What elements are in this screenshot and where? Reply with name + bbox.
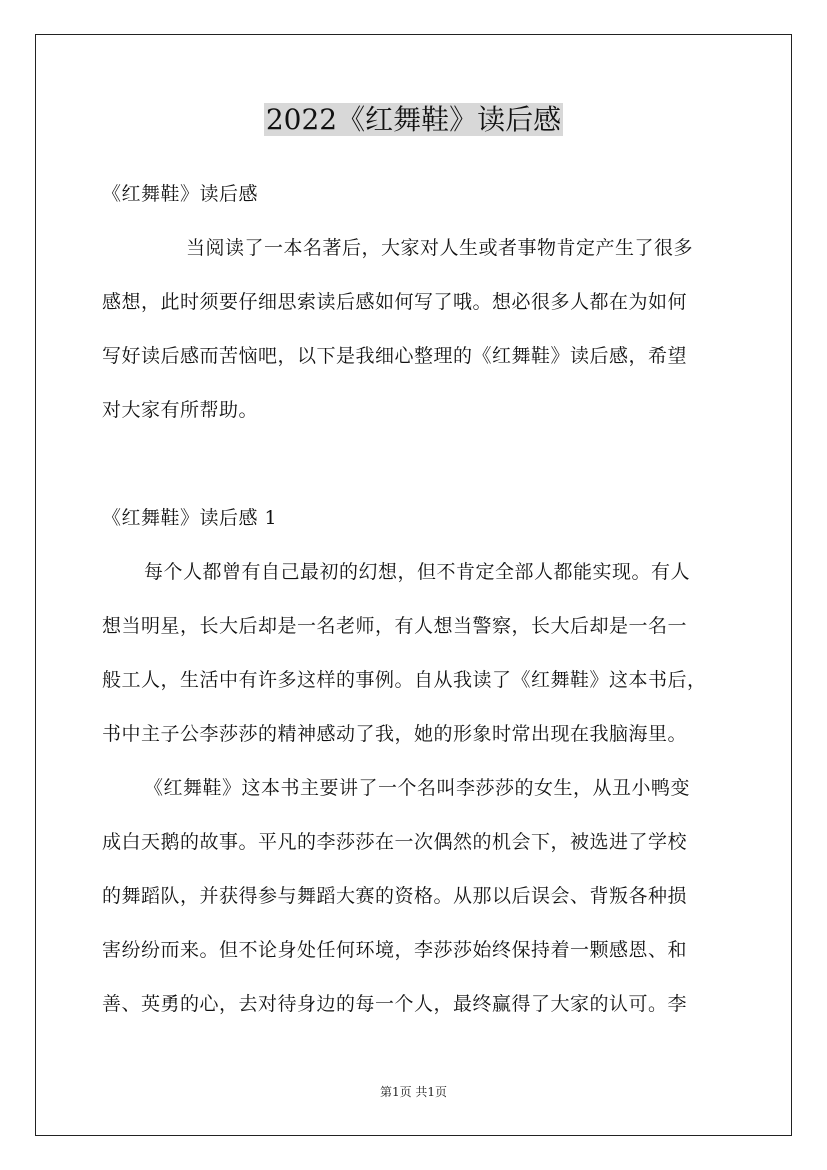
body-line: 想当明星，长大后却是一名老师，有人想当警察，长大后却是一名一 (102, 615, 688, 637)
body-line: 般工人，生活中有许多这样的事例。自从我读了《红舞鞋》这本书后， (102, 669, 707, 691)
body-line: 书中主子公李莎莎的精神感动了我，她的形象时常出现在我脑海里。 (102, 723, 688, 745)
intro-line: 当阅读了一本名著后，大家对人生或者事物肯定产生了很多 (186, 237, 694, 259)
subtitle: 《红舞鞋》读后感 (102, 183, 259, 205)
section-heading: 《红舞鞋》读后感 1 (102, 507, 278, 529)
document-title (0, 100, 827, 140)
body-line: 成白天鹅的故事。平凡的李莎莎在一次偶然的机会下，被选进了学校 (102, 831, 688, 853)
body-line: 的舞蹈队，并获得参与舞蹈大赛的资格。从那以后误会、背叛各种损 (102, 885, 688, 907)
body-line: 善、英勇的心，去对待身边的每一个人，最终赢得了大家的认可。李 (102, 993, 688, 1015)
document-title-text: 2022《红舞鞋》读后感 (265, 103, 562, 136)
intro-line: 对大家有所帮助。 (102, 399, 259, 421)
body-line: 害纷纷而来。但不论身处任何环境，李莎莎始终保持着一颗感恩、和 (102, 939, 688, 961)
body-line: 每个人都曾有自己最初的幻想，但不肯定全部人都能实现。有人 (144, 561, 691, 583)
intro-line: 感想，此时须要仔细思索读后感如何写了哦。想必很多人都在为如何 (102, 291, 688, 313)
page-number: 第1页 共1页 (379, 1085, 448, 1099)
intro-line: 写好读后感而苦恼吧，以下是我细心整理的《红舞鞋》读后感，希望 (102, 345, 688, 367)
body-line: 《红舞鞋》这本书主要讲了一个名叫李莎莎的女生，从丑小鸭变 (144, 777, 691, 799)
